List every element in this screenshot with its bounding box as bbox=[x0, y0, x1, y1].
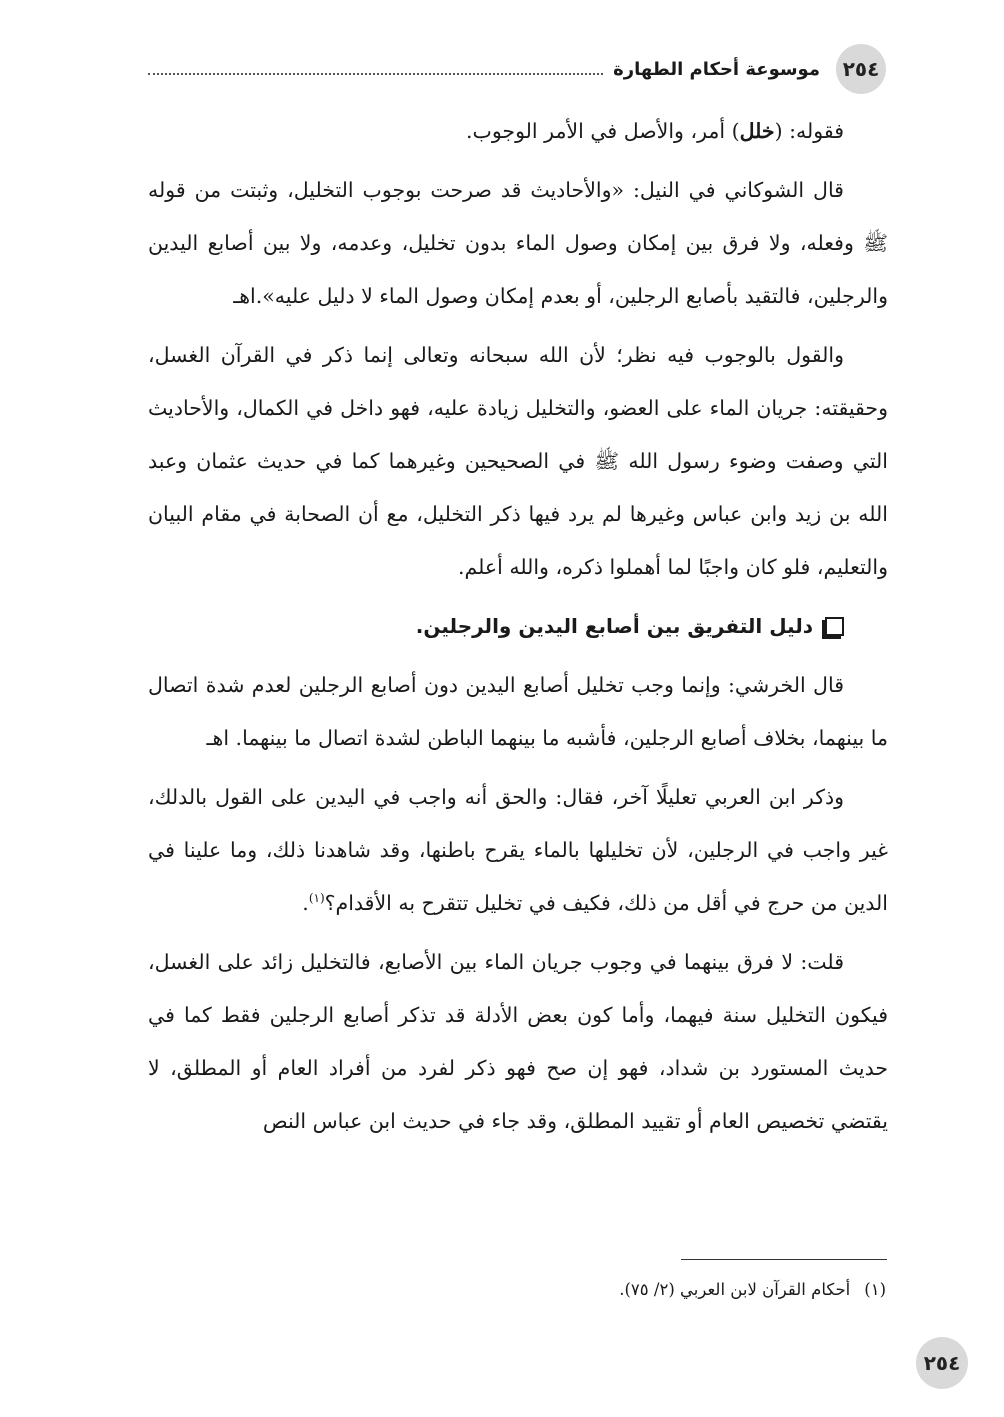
footnote bbox=[148, 1276, 886, 1304]
footnote-number: (١) bbox=[864, 1280, 886, 1299]
page-number-top: ٢٥٤ bbox=[836, 44, 886, 94]
footnote-text: أحكام القرآن لابن العربي (٢/ ٧٥). bbox=[619, 1280, 851, 1299]
paragraph-4: قال الخرشي: وإنما وجب تخليل أصابع اليدين دون أصابع الرجلين لعدم شدة اتصال ما بينهما، بخلاف أصابع الرجلين، فأشبه ما بينهما الباطن لشدة اتصال ما بينهما. اهـ bbox=[148, 673, 888, 750]
header-dotted-leader bbox=[148, 73, 603, 75]
paragraph-6: قلت: لا فرق بينهما في وجوب جريان الماء بين الأصابع، فالتخليل زائد على الغسل، فيكون التخليل سنة فيهما، وأما كون بعض الأدلة قد تذكر أصابع الرجلين فقط كما في حديث المستورد بن شداد، فهو إن صح فهو ذكر لفرد من أفراد العام أو المطلق، لا يقتضي تخصيص العام أو تقييد المطلق، وقد جاء في حديث ابن عباس النص bbox=[148, 950, 888, 1133]
paragraph-3: والقول بالوجوب فيه نظر؛ لأن الله سبحانه وتعالى إنما ذكر في القرآن الغسل، وحقيقته: جريان الماء على العضو، والتخليل زيادة عليه، فهو داخل في الكمال، والأحاديث التي وصفت وضوء رسول الله ﷺ في الصحيحين وغيرهما كما في حديث عثمان وعبد الله بن زيد وابن عباس وغيرها لم يرد فيها ذكر التخليل، مع أن الصحابة في مقام البيان والتعليم، فلو كان واجبًا لما أهملوا ذكره، والله أعلم. bbox=[148, 343, 888, 579]
paragraph-1 bbox=[148, 105, 888, 158]
book-title: موسوعة أحكام الطهارة bbox=[613, 58, 820, 80]
main-text bbox=[148, 105, 888, 1154]
paragraph-5-end: . bbox=[302, 891, 309, 915]
page-number-bottom: ٢٥٤ bbox=[916, 1337, 968, 1389]
paragraph-1-after: ) أمر، والأصل في الأمر الوجوب. bbox=[466, 119, 740, 143]
square-bullet-icon bbox=[825, 617, 844, 636]
paragraph-5-text: وذكر ابن العربي تعليلًا آخر، فقال: والحق أنه واجب في اليدين على القول بالدلك، غير واجب في الرجلين، لأن تخليلها بالماء يقرح باطنها، وقد شاهدنا ذلك، وما علينا في الدين من حرج في أقل من ذلك، فكيف في تخليل تتقرح به الأقدام؟ bbox=[148, 785, 888, 915]
paragraph-5 bbox=[148, 771, 888, 930]
footnote-marker[interactable]: (١) bbox=[308, 891, 325, 906]
running-header bbox=[148, 54, 830, 84]
keyword-khallil: خلل bbox=[739, 119, 775, 143]
footnote-separator bbox=[681, 1259, 887, 1260]
paragraph-1-before: فقوله: ( bbox=[774, 119, 844, 143]
paragraph-2: قال الشوكاني في النيل: «والأحاديث قد صرحت بوجوب التخليل، وثبتت من قوله ﷺ وفعله، ولا فرق بين إمكان وصول الماء بدون تخليل، وعدمه، ولا بين أصابع اليدين والرجلين، فالتقيد بأصابع الرجلين، أو بعدم إمكان وصول الماء لا دليل عليه».اهـ bbox=[148, 178, 888, 308]
section-heading bbox=[148, 600, 888, 653]
section-heading-text: دليل التفريق بين أصابع اليدين والرجلين. bbox=[415, 614, 813, 638]
